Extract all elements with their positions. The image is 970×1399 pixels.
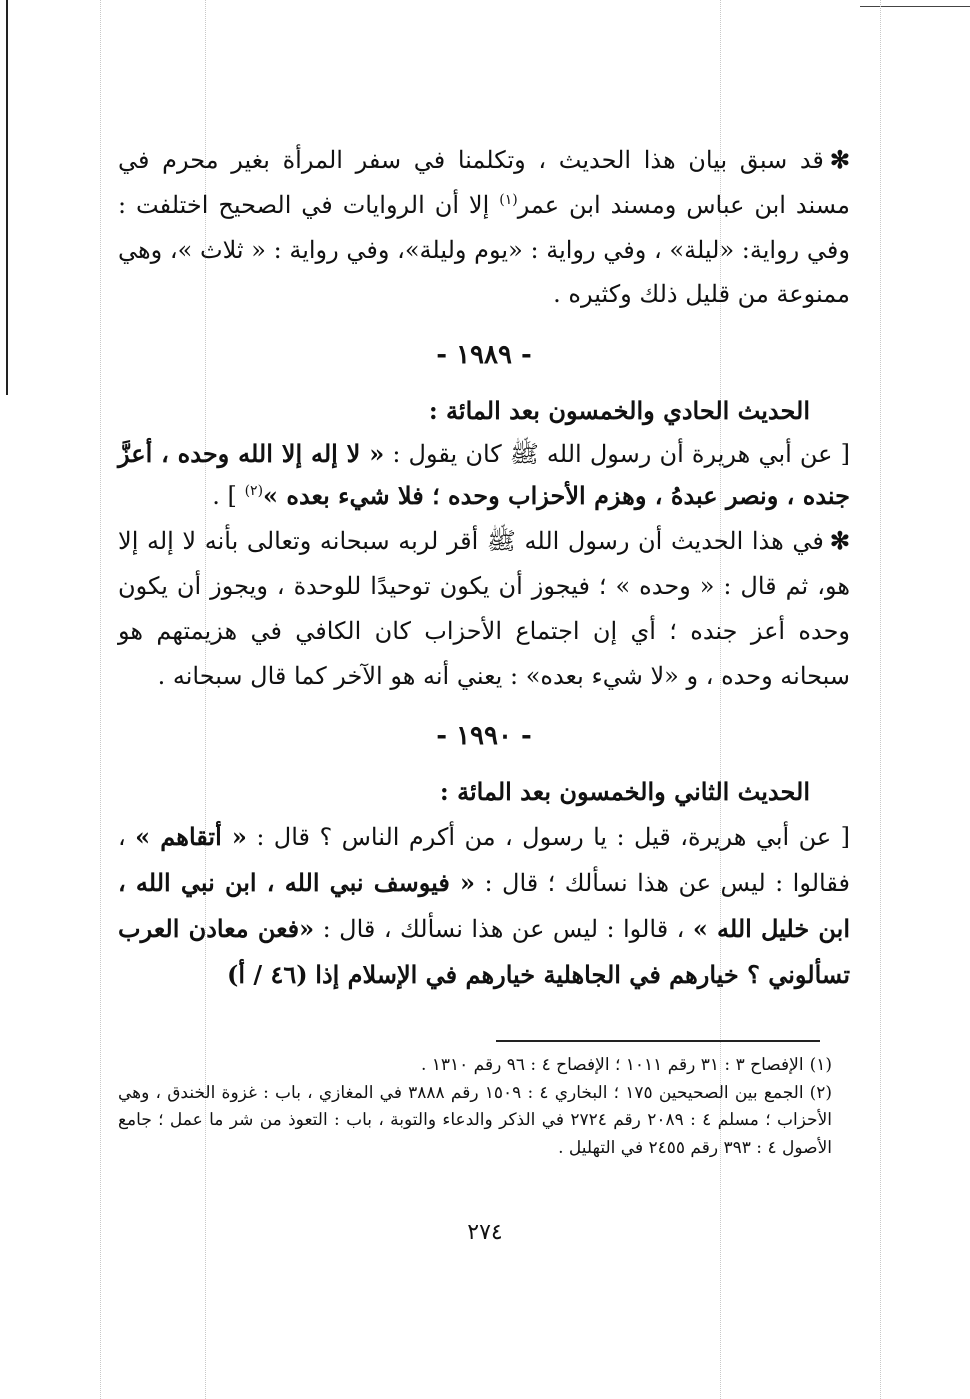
scan-left-rule [6, 0, 8, 395]
hadith-title-152: الحديث الثاني والخمسون بعد المائة : [439, 777, 810, 807]
hadith-number-1989: - ١٩٨٩ - [436, 340, 532, 371]
hadith-part-f: «فعن معادن العرب تسألوني ؟ خيارهم في الجاهلية خيارهم في الإسلام إذا [118, 914, 850, 990]
footnote-separator [496, 1040, 820, 1042]
commentary-paragraph-2 [118, 519, 850, 698]
hadith-number-1990: - ١٩٩٠ - [436, 721, 532, 752]
hadith-part-b: « أتقاهم » [135, 822, 247, 852]
footnote-2-mark: (٢) [809, 1082, 832, 1103]
footnote-ref-1: (١) [499, 191, 518, 208]
commentary-text: في هذا الحديث أن رسول الله ﷺ أقر لربه سبحانه وتعالى بأنه لا إله إلا هو، ثم قال : « وحده » ؛ فيجوز أن يكون توحيدًا للوحدة ، ويجوز أن يكون وحده أعز جنده ؛ أي إن اجتماع الأحزاب كان الكافي في هزيمتهم هو سبحانه وحده ، و «لا شيء بعده» : يعني أنه هو الآخر كما قال سبحانه . [118, 527, 850, 690]
asterisk-icon: ✻ [829, 526, 850, 556]
footnote-2-text: الجمع بين الصحيحين ١٧٥ ؛ البخاري ٤ : ١٥٠٩ رقم ٣٨٨٨ في المغازي ، باب : غزوة الخندق ، وهي الأحزاب ؛ مسلم ٤ : ٢٠٨٩ رقم ٢٧٢٤ في الذكر والدعاء والتوبة ، باب : التعوذ من شر ما عمل ؛ جامع الأصول ٤ : ٣٩٣ رقم ٢٤٥٥ في التهليل . [118, 1082, 832, 1158]
hadith-title-151: الحديث الحادي والخمسون بعد المائة : [428, 396, 810, 426]
page-number: ٢٧٤ [467, 1220, 503, 1245]
scan-artifact-line [880, 0, 881, 1399]
footnote-1 [118, 1052, 832, 1080]
hadith-end: ] . [212, 482, 237, 511]
asterisk-icon: ✻ [829, 145, 850, 174]
hadith-text-151 [118, 433, 850, 517]
footnote-ref-2: (٢) [244, 483, 264, 500]
hadith-part-e: ، قالوا : ليس عن هذا نسألك ، قال : [322, 915, 685, 944]
hadith-part-d: « فيوسف نبي الله ، ابن نبي الله ، ابن خليل الله » [118, 868, 850, 944]
scan-top-rule [860, 6, 970, 7]
footnote-1-text: الإفصاح ٣ : ٣١ رقم ١٠١١ ؛ الإفصاح ٤ : ٩٦ رقم ١٣١٠ . [420, 1055, 804, 1075]
commentary-text-cont: إلا أن الروايات في الصحيح اختلفت : وفي رواية: «ليلة» ، وفي رواية : «يوم وليلة»، وفي رواية : « ثلاث »، وهي ممنوعة من قليل ذلك وكثيره . [118, 190, 850, 309]
scan-artifact-line [100, 0, 101, 1399]
footnotes [118, 1052, 832, 1162]
footnote-2 [118, 1080, 832, 1163]
commentary-text: قد سبق بيان هذا الحديث ، وتكلمنا في سفر المرأة بغير محرم في مسند ابن عباس ومسند ابن عمر [118, 146, 850, 219]
hadith-part-a: [ عن أبي هريرة، قيل : يا رسول ، من أكرم الناس ؟ قال : [256, 823, 850, 852]
hadith-quote: « لا إله إلا الله وحده ، أعزَّ جنده ، ونصر عبدهُ ، وهزم الأحزاب وحده ؛ فلا شيء بعده » [118, 439, 850, 511]
footnote-1-mark: (١) [809, 1055, 832, 1075]
hadith-part-c: ، فقالوا : ليس عن هذا نسألك ؛ قال : [118, 823, 850, 898]
hadith-lead: [ عن أبي هريرة أن رسول الله ﷺ كان يقول : [392, 440, 850, 469]
commentary-paragraph-1 [118, 138, 850, 317]
hadith-text-152 [118, 814, 850, 998]
main-text [118, 138, 850, 998]
manuscript-folio-ref: (٤٦ / أ) [227, 960, 308, 990]
